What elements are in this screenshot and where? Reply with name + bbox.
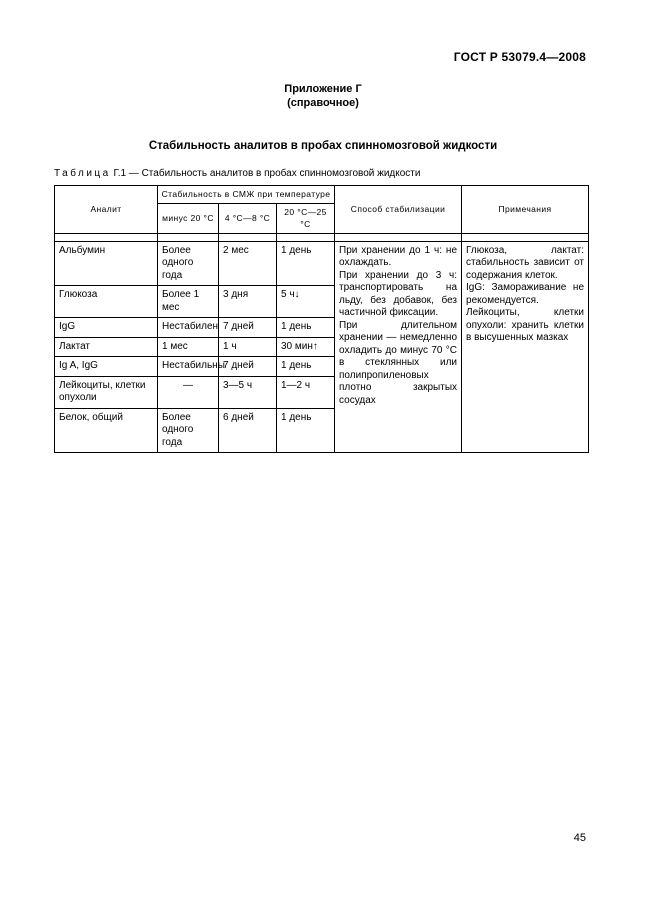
section-title: Стабильность аналитов в пробах спинномозговой жидкости xyxy=(148,140,498,152)
appendix-heading xyxy=(0,82,646,110)
notes-paragraph: Лейкоциты, клетки опухоли: хранить клетки в высушенных мазках xyxy=(466,307,585,343)
method-paragraph: При хранении до 3 ч: транспортировать на льду, без добавок, без частичной фиксации. xyxy=(339,269,458,318)
header-notes: Примечания xyxy=(462,186,589,234)
cell-temp-4-8: 6 дней xyxy=(219,408,277,453)
header-temp-4-8: 4 °С—8 °С xyxy=(219,203,277,233)
cell-analyte: Глюкоза xyxy=(55,286,158,318)
cell-stabilization-method xyxy=(335,241,462,453)
appendix-subtitle: (справочное) xyxy=(287,97,359,109)
notes-paragraph: IgG: Замораживание не рекомендуется. xyxy=(466,282,585,306)
cell-analyte: IgG xyxy=(55,318,158,338)
cell-analyte: Лейкоциты, клетки опухоли xyxy=(55,376,158,408)
cell-temp-4-8: 2 мес xyxy=(219,241,277,286)
table-caption xyxy=(54,168,420,179)
cell-temp-minus20: — xyxy=(158,376,219,408)
cell-temp-4-8: 3—5 ч xyxy=(219,376,277,408)
table-caption-text: Г.1 — Стабильность аналитов в пробах спинномозговой жидкости xyxy=(110,168,421,179)
cell-analyte: Ig A, IgG xyxy=(55,357,158,377)
cell-analyte: Альбумин xyxy=(55,241,158,286)
header-temp-minus20: минус 20 °С xyxy=(158,203,219,233)
table-caption-prefix: Таблица xyxy=(54,168,111,179)
cell-temp-20-25: 1 день xyxy=(277,357,335,377)
cell-analyte: Белок, общий xyxy=(55,408,158,453)
page-number: 45 xyxy=(573,832,586,844)
header-stability: Стабильность в СМЖ при температуре xyxy=(158,186,335,204)
cell-temp-minus20: Более 1 мес xyxy=(158,286,219,318)
cell-temp-20-25: 1—2 ч xyxy=(277,376,335,408)
appendix-title: Приложение Г xyxy=(284,83,362,95)
method-paragraph: При длительном хранении — немедленно охладить до минус 70 °С в стеклянных или полипропиленовых плотно закрытых сосудах xyxy=(339,319,458,406)
cell-temp-minus20: Нестабилен xyxy=(158,318,219,338)
cell-temp-minus20: Более одного года xyxy=(158,408,219,453)
stability-table xyxy=(54,185,589,453)
header-analyte: Аналит xyxy=(55,186,158,234)
table-spacer-row xyxy=(55,233,589,241)
cell-temp-minus20: Более одного года xyxy=(158,241,219,286)
cell-temp-20-25: 1 день xyxy=(277,408,335,453)
cell-temp-4-8: 7 дней xyxy=(219,357,277,377)
notes-paragraph: Глюкоза, лактат: стабильность зависит от содержания клеток. xyxy=(466,244,585,281)
standard-number: ГОСТ Р 53079.4—2008 xyxy=(453,50,586,64)
cell-temp-20-25: 5 ч↓ xyxy=(277,286,335,318)
cell-temp-minus20: 1 мес xyxy=(158,337,219,357)
method-paragraph: При хранении до 1 ч: не охлаждать. xyxy=(339,244,458,268)
cell-temp-4-8: 7 дней xyxy=(219,318,277,338)
cell-temp-4-8: 1 ч xyxy=(219,337,277,357)
cell-temp-minus20: Нестабильны xyxy=(158,357,219,377)
cell-analyte: Лактат xyxy=(55,337,158,357)
header-temp-20-25: 20 °С—25 °С xyxy=(277,203,335,233)
header-method: Способ стабилизации xyxy=(335,186,462,234)
table-row xyxy=(55,241,589,286)
cell-temp-4-8: 3 дня xyxy=(219,286,277,318)
cell-temp-20-25: 1 день xyxy=(277,318,335,338)
cell-temp-20-25: 30 мин↑ xyxy=(277,337,335,357)
cell-notes xyxy=(462,241,589,453)
cell-temp-20-25: 1 день xyxy=(277,241,335,286)
